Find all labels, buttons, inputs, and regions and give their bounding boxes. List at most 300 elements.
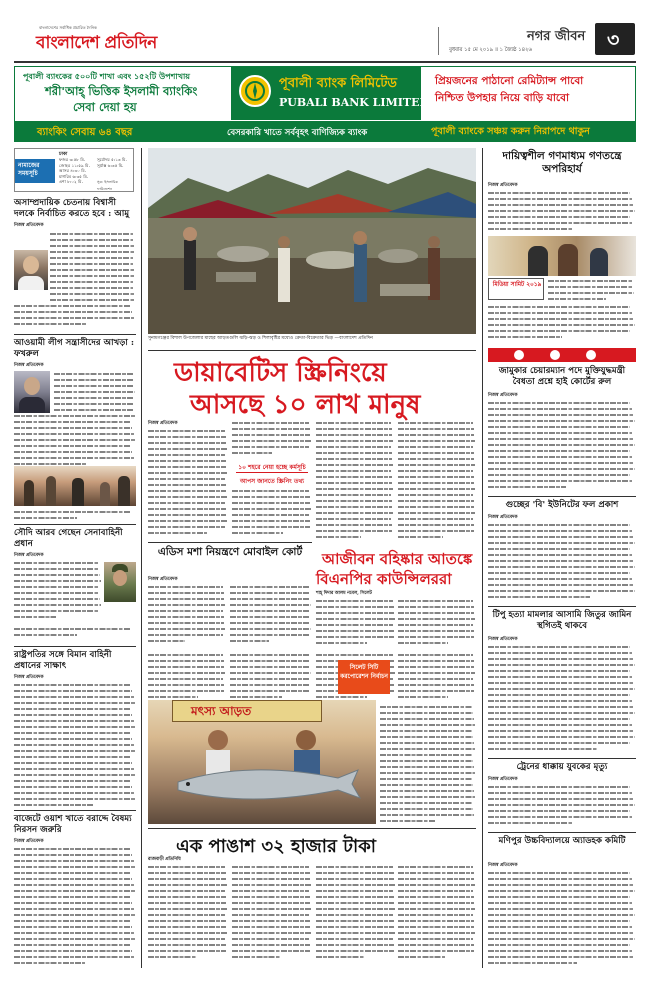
text-line — [232, 944, 310, 947]
text-line — [14, 702, 135, 705]
text-line — [50, 257, 133, 260]
text-line — [488, 884, 633, 887]
text-line — [50, 263, 133, 266]
text-line — [488, 480, 632, 483]
text-line — [230, 666, 310, 669]
text-line — [14, 890, 135, 893]
text-line — [488, 432, 632, 435]
text-line — [14, 878, 132, 881]
text-line — [148, 472, 227, 475]
text-line — [14, 780, 131, 783]
text-line — [148, 490, 226, 493]
page-number-badge — [595, 23, 635, 55]
text-line — [488, 222, 632, 225]
text-line — [230, 586, 309, 589]
text-line — [488, 306, 630, 309]
text-line — [148, 460, 226, 463]
text-line — [14, 854, 132, 857]
col-divider-right — [482, 148, 483, 968]
text-line — [14, 714, 132, 717]
text-line — [488, 908, 633, 911]
text-line — [488, 596, 590, 599]
text-line — [316, 488, 393, 491]
text-line — [488, 938, 635, 941]
diabetes-byline: নিজস্ব প্রতিবেদক — [148, 421, 178, 426]
diabetes-body-col3 — [316, 420, 394, 540]
text-line — [398, 440, 475, 443]
text-line — [232, 422, 309, 425]
fakhrul-body — [14, 371, 136, 471]
text-line — [14, 732, 131, 735]
president-body — [14, 682, 136, 810]
text-line — [548, 280, 632, 283]
text-line — [488, 724, 632, 727]
text-line — [14, 317, 134, 320]
wasa-byline: নিজস্ব প্রতিবেদক — [14, 839, 44, 844]
text-line — [14, 926, 132, 929]
divider-wasa — [14, 810, 136, 811]
masthead-tagline: বাংলাদেশের সর্বাধিক প্রচারিত দৈনিক — [39, 25, 97, 30]
text-line — [50, 245, 134, 248]
prayer-times-box — [14, 148, 134, 192]
text-line — [50, 233, 133, 236]
text-line — [488, 554, 632, 557]
text-line — [14, 311, 132, 314]
text-line — [398, 926, 474, 929]
text-line — [398, 512, 475, 515]
strip-mid-text: বেসরকারি খাতে সর্ববৃহৎ বাণিজ্যিক ব্যাংক — [227, 128, 368, 138]
text-line — [398, 684, 474, 687]
saudi-body-2 — [14, 626, 136, 642]
text-line — [316, 914, 393, 917]
prayer-title: নামাজের সময়সূচি — [18, 162, 40, 177]
text-line — [54, 385, 134, 388]
text-line — [316, 506, 392, 509]
text-line — [398, 494, 473, 497]
text-line — [14, 427, 132, 430]
text-line — [398, 636, 474, 639]
text-line — [14, 786, 132, 789]
text-line — [14, 562, 98, 565]
text-line — [488, 408, 632, 411]
text-line — [14, 415, 135, 418]
text-line — [488, 330, 630, 333]
col-divider-left — [141, 148, 142, 968]
saudi-byline: নিজস্ব প্রতিবেদক — [14, 553, 44, 558]
text-line — [488, 536, 633, 539]
diabetes-body-col2-top — [232, 420, 312, 458]
text-line — [488, 474, 630, 477]
text-line — [14, 421, 131, 424]
jamuna-body — [488, 400, 636, 492]
text-line — [14, 798, 135, 801]
bank-logo-block — [231, 67, 429, 120]
masthead-right-bar — [438, 27, 636, 55]
text-line — [380, 778, 472, 781]
text-line — [316, 518, 391, 521]
text-line — [232, 938, 309, 941]
tipu-body — [488, 644, 636, 754]
text-line — [50, 275, 135, 278]
text-line — [54, 391, 135, 394]
text-line — [50, 293, 134, 296]
media-headline: দায়িত্বশীল গণমাধ্যম গণতন্ত্রে অপরিহার্য — [502, 150, 622, 175]
text-line — [398, 884, 475, 887]
text-line — [548, 286, 633, 289]
text-line — [148, 932, 227, 935]
text-line — [232, 532, 283, 535]
text-line — [316, 872, 394, 875]
text-line — [148, 914, 225, 917]
text-line — [316, 908, 395, 911]
text-line — [148, 430, 225, 433]
fish-body-col1 — [148, 864, 228, 964]
text-line — [316, 884, 395, 887]
text-line — [148, 466, 226, 469]
prayer-right — [97, 157, 133, 168]
text-line — [488, 816, 632, 819]
divider-diabetes — [148, 350, 476, 351]
text-line — [50, 281, 133, 284]
text-line — [398, 618, 475, 621]
text-line — [230, 592, 310, 595]
text-line — [232, 452, 272, 455]
text-line — [14, 920, 131, 923]
text-line — [14, 323, 87, 326]
text-line — [488, 590, 635, 593]
text-line — [316, 624, 393, 627]
text-line — [380, 730, 472, 733]
text-line — [14, 768, 134, 771]
text-line — [232, 526, 310, 529]
text-line — [232, 514, 309, 517]
text-line — [316, 464, 393, 467]
bank-name-en: PUBALI BANK LIMITED — [279, 96, 429, 109]
text-line — [380, 784, 473, 787]
text-line — [14, 634, 77, 637]
manipur-headline: মণিপুর উচ্চবিদ্যালয়ে অ্যাডহক কমিটি — [498, 836, 626, 846]
text-line — [148, 690, 224, 693]
fish-headline: এক পাঙাশ ৩২ হাজার টাকা — [176, 836, 377, 857]
text-line — [230, 634, 309, 637]
text-line — [380, 766, 474, 769]
pangas-fish-photo — [148, 700, 376, 824]
text-line — [398, 518, 473, 521]
text-line — [14, 708, 131, 711]
tipu-byline: নিজস্ব প্রতিবেদক — [488, 637, 518, 642]
sylhet-body-col1-b — [148, 652, 226, 700]
text-line — [50, 239, 133, 242]
text-line — [548, 298, 606, 301]
text-line — [488, 688, 635, 691]
text-line — [548, 292, 634, 295]
text-line — [50, 251, 135, 254]
text-line — [316, 944, 394, 947]
text-line — [316, 536, 361, 539]
text-line — [148, 660, 224, 663]
text-line — [380, 814, 474, 817]
media-pull: মিডিয়া সামিট ২০১৯ — [492, 282, 542, 288]
text-line — [488, 312, 632, 315]
text-line — [316, 618, 395, 621]
text-line — [14, 684, 131, 687]
text-line — [14, 592, 99, 595]
text-line — [232, 508, 311, 511]
sylhet-headline-2: বিএনপির কাউন্সিলররা — [316, 570, 452, 588]
text-line — [316, 630, 394, 633]
text-line — [398, 944, 474, 947]
president-byline: নিজস্ব প্রতিবেদক — [14, 675, 44, 680]
text-line — [14, 586, 98, 589]
text-line — [316, 470, 391, 473]
text-line — [398, 458, 474, 461]
text-line — [488, 438, 633, 441]
fakhrul-byline: নিজস্ব প্রতিবেদক — [14, 363, 44, 368]
prayer-sun-row: সূর্যাস্ত ৬:৩৫ মি. — [97, 162, 124, 168]
text-line — [488, 694, 630, 697]
jamuna-byline: নিজস্ব প্রতিবেদক — [488, 393, 518, 398]
text-line — [14, 956, 134, 959]
wasa-body — [14, 846, 136, 966]
fish-byline: রাজবাড়ী প্রতিনিধি — [148, 857, 181, 862]
text-line — [316, 452, 392, 455]
text-line — [232, 956, 280, 959]
amu-body — [14, 231, 136, 331]
text-line — [148, 938, 225, 941]
text-line — [488, 804, 635, 807]
text-line — [488, 730, 633, 733]
text-line — [380, 736, 473, 739]
text-line — [232, 428, 310, 431]
text-line — [148, 896, 226, 899]
text-line — [14, 896, 131, 899]
text-line — [14, 580, 101, 583]
text-line — [316, 938, 393, 941]
text-line — [488, 798, 633, 801]
text-line — [148, 640, 185, 643]
text-line — [230, 610, 309, 613]
text-line — [230, 628, 311, 631]
text-line — [316, 926, 394, 929]
saudi-headline: সৌদি আরব গেছেন সেনাবাহিনী প্রধান — [14, 528, 123, 549]
text-line — [398, 606, 474, 609]
text-line — [488, 652, 632, 655]
prayer-row: জোহর ১১:৫৯ মি. — [59, 162, 90, 168]
text-line — [230, 604, 311, 607]
text-line — [488, 664, 635, 667]
text-line — [316, 878, 394, 881]
text-line — [148, 628, 225, 631]
fish-body-col3 — [316, 864, 396, 964]
text-line — [50, 299, 135, 302]
issue-date: বুধবার ১৫ মে ২০১৯ ॥ ১ জ্যৈষ্ঠ ১৪২৬ — [449, 47, 532, 53]
text-line — [232, 446, 309, 449]
train-body — [488, 784, 636, 828]
text-line — [380, 706, 472, 709]
text-line — [232, 920, 310, 923]
text-line — [148, 532, 207, 535]
text-line — [14, 860, 134, 863]
text-line — [380, 772, 475, 775]
text-line — [54, 403, 134, 406]
text-line — [148, 956, 196, 959]
text-line — [488, 444, 635, 447]
text-line — [488, 450, 630, 453]
text-line — [148, 908, 227, 911]
text-line — [488, 890, 635, 893]
text-line — [380, 754, 472, 757]
text-line — [488, 578, 632, 581]
text-line — [488, 216, 630, 219]
text-line — [14, 305, 131, 308]
text-line — [14, 872, 131, 875]
text-line — [398, 476, 474, 479]
text-line — [488, 560, 633, 563]
text-line — [14, 690, 132, 693]
bank-name-bn: পূবালী ব্যাংক লিমিটেড — [279, 76, 397, 91]
text-line — [398, 666, 474, 669]
fish-shop-sign: মৎস্য আড়ত — [191, 704, 252, 718]
text-line — [148, 616, 224, 619]
text-line — [488, 572, 630, 575]
text-line — [14, 962, 85, 965]
text-line — [398, 488, 475, 491]
text-line — [398, 470, 473, 473]
text-line — [148, 502, 225, 505]
text-line — [398, 678, 473, 681]
text-line — [398, 536, 443, 539]
text-line — [488, 872, 630, 875]
text-line — [488, 670, 630, 673]
text-line — [488, 566, 635, 569]
text-line — [230, 696, 282, 699]
text-line — [316, 902, 394, 905]
text-line — [488, 486, 566, 489]
text-line — [232, 866, 309, 869]
text-line — [148, 666, 224, 669]
text-line — [148, 672, 225, 675]
text-line — [316, 642, 367, 645]
text-line — [148, 872, 226, 875]
prayer-row: আসর ৪:৩০ মি. — [59, 168, 87, 173]
text-line — [14, 804, 93, 807]
wasa-headline: বাজেটে ওয়াশ খাতে বরাদ্দে বৈষম্য নিরসন জরুরি — [14, 814, 132, 835]
text-line — [230, 640, 269, 643]
sylhet-body-col1 — [316, 598, 396, 648]
text-line — [488, 676, 632, 679]
text-line — [488, 792, 632, 795]
train-byline: নিজস্ব প্রতিবেদক — [488, 777, 518, 782]
text-line — [148, 878, 226, 881]
diabetes-pull-2: আপস জানতে স্ক্রিনিং তথ্য — [240, 478, 304, 485]
text-line — [380, 808, 473, 811]
jamuna-headline: জামুকার চেয়ারম্যান পদে মুক্তিযুদ্ধমন্ত্রী বৈধতা প্রশ্নে হাই কোর্টের রুল — [498, 366, 626, 387]
fish-market-caption: সুনামগঞ্জের বিশাল উপজেলার মাছের আড়তগুলি ঝড়ি-ঝড় ও শিলাবৃষ্টির মধ্যেও ক্রেতা-বিক্রেতার ভিড় —বাংলাদেশ প্রতিদিন — [148, 336, 373, 341]
media-body-top — [488, 190, 636, 234]
text-line — [316, 422, 391, 425]
text-line — [316, 494, 391, 497]
text-line — [316, 428, 392, 431]
diabetes-headline-2: আসছে ১০ লাখ মানুষ — [190, 390, 421, 420]
text-line — [14, 610, 98, 613]
text-line — [316, 866, 393, 869]
text-line — [398, 630, 474, 633]
text-line — [316, 482, 392, 485]
text-line — [488, 414, 633, 417]
text-line — [148, 610, 223, 613]
text-line — [316, 446, 391, 449]
text-line — [488, 658, 633, 661]
text-line — [380, 748, 475, 751]
sylhet-body-col2-b — [230, 652, 312, 700]
text-line — [398, 672, 475, 675]
text-line — [148, 944, 226, 947]
text-line — [148, 514, 226, 517]
text-line — [316, 458, 392, 461]
text-line — [232, 932, 311, 935]
amu-headline: অসাম্প্রদায়িক চেতনায় বিশ্বাসী দলকে নির্বাচিত করতে হবে : আমু — [14, 198, 130, 219]
text-line — [14, 726, 135, 729]
text-line — [398, 956, 445, 959]
text-line — [380, 742, 474, 745]
text-line — [488, 192, 630, 195]
text-line — [488, 462, 633, 465]
text-line — [14, 902, 132, 905]
text-line — [14, 696, 134, 699]
text-line — [230, 672, 311, 675]
pull-divider — [236, 472, 308, 473]
text-line — [488, 706, 633, 709]
text-line — [488, 962, 577, 965]
ad-left-line3: সেবা দেয়া হয় — [73, 100, 137, 114]
bank-advertisement — [14, 66, 636, 142]
text-line — [148, 654, 223, 657]
text-line — [380, 820, 436, 823]
text-line — [316, 512, 393, 515]
text-line — [398, 938, 473, 941]
text-line — [398, 612, 474, 615]
text-line — [398, 908, 475, 911]
text-line — [488, 228, 572, 231]
divider-tipu — [488, 606, 636, 607]
prayer-note: সূত্র: ইসলামিক ফাউন্ডেশন — [97, 180, 118, 191]
text-line — [316, 606, 394, 609]
text-line — [14, 457, 134, 460]
text-line — [398, 464, 475, 467]
train-headline: ট্রেনের ধাক্কায় যুবকের মৃত্যু — [516, 762, 608, 772]
text-line — [488, 878, 632, 881]
text-line — [148, 884, 227, 887]
text-line — [148, 586, 223, 589]
manipur-byline: নিজস্ব প্রতিবেদক — [488, 863, 518, 868]
text-line — [14, 628, 131, 631]
text-line — [230, 616, 310, 619]
text-line — [380, 718, 474, 721]
text-line — [316, 896, 394, 899]
text-line — [14, 720, 134, 723]
section-marker-band — [488, 348, 636, 362]
fakhrul-headline: আওয়ামী লীগ সন্ত্রাসীদের আখড়া : ফখরুল — [14, 338, 135, 359]
sylhet-body-col4-b — [398, 652, 476, 700]
text-line — [488, 736, 635, 739]
sylhet-body-col2 — [398, 598, 476, 648]
text-line — [398, 500, 474, 503]
ad-right-line2: নিশ্চিত উপহার নিয়ে বাড়ি যাবো — [435, 92, 570, 104]
text-line — [488, 944, 630, 947]
amu-byline: নিজস্ব প্রতিবেদক — [14, 223, 44, 228]
text-line — [148, 696, 198, 699]
text-line — [148, 920, 226, 923]
